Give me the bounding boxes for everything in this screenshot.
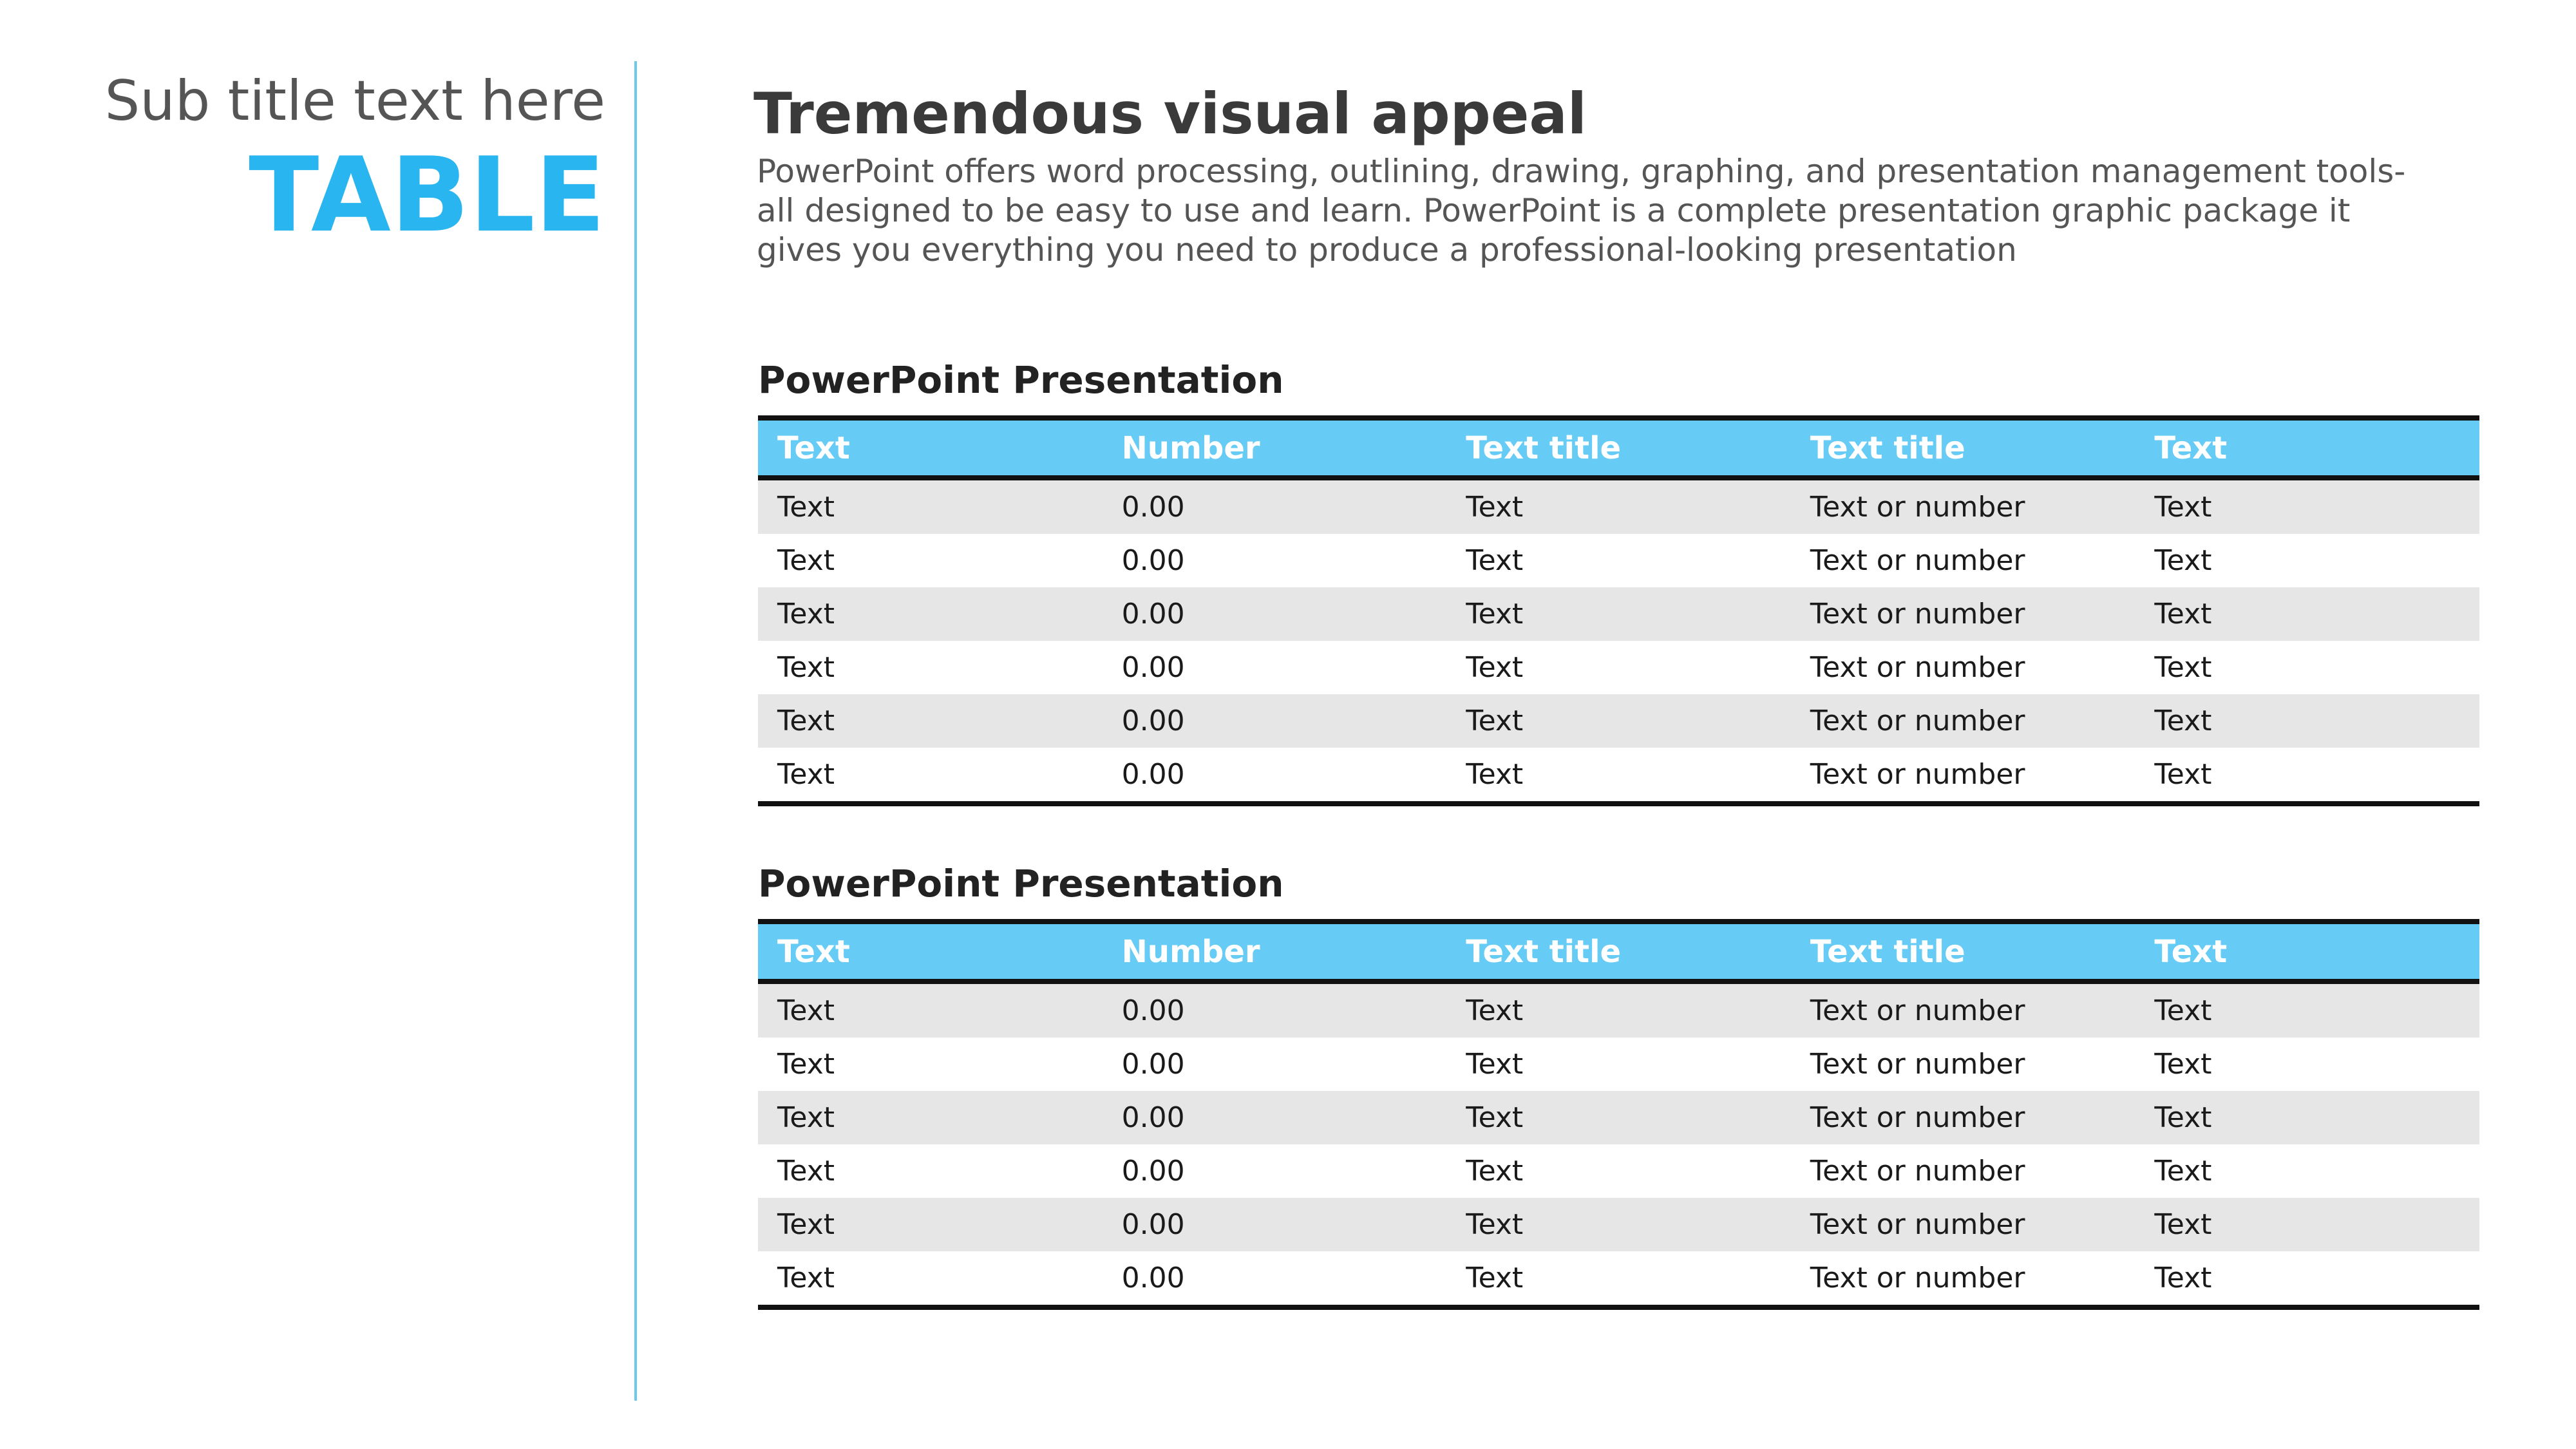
column-header: Text title [1466, 430, 1622, 466]
table-cell: Text or number [1810, 1262, 2025, 1294]
column-header: Text [777, 430, 850, 466]
table-cell: Text [2154, 544, 2212, 577]
table-cell: 0.00 [1121, 1262, 1185, 1294]
table-cell: Text or number [1810, 1101, 2025, 1134]
table-cell: Text or number [1810, 994, 2025, 1027]
data-table [758, 919, 2479, 1310]
table-header-row [758, 922, 2479, 981]
table-cell: Text [1466, 994, 1524, 1027]
content-description: PowerPoint offers word processing, outlining, drawing, graphing, and presentation management tools- all designed to be easy to use and learn. PowerPoint is a complete presentation graphic package it gives you everything you need to produce a professional-looking presentation [757, 153, 2406, 269]
table-cell: Text [1466, 544, 1524, 577]
table-cell: Text [777, 544, 835, 577]
table-cell: Text [2154, 598, 2212, 630]
table-cell: 0.00 [1121, 598, 1185, 630]
table-cell: 0.00 [1121, 1208, 1185, 1241]
column-header: Text title [1466, 933, 1622, 970]
table-cell: Text or number [1810, 705, 2025, 737]
table-cell: Text or number [1810, 1048, 2025, 1081]
table-cell: Text [777, 994, 835, 1027]
table-row [758, 1037, 2479, 1091]
table-header-row [758, 418, 2479, 478]
table-row [758, 641, 2479, 694]
table-cell: Text [2154, 994, 2212, 1027]
table-cell: 0.00 [1121, 758, 1185, 791]
table-cell: 0.00 [1121, 1155, 1185, 1188]
table-cell: 0.00 [1121, 994, 1185, 1027]
table-cell: Text or number [1810, 1208, 2025, 1241]
column-header: Text title [1810, 933, 1965, 970]
table-cell: Text [777, 598, 835, 630]
table-cell: Text or number [1810, 651, 2025, 684]
table-cell: Text [777, 651, 835, 684]
table-cell: Text [2154, 1155, 2212, 1188]
table-cell: Text [1466, 1155, 1524, 1188]
table-cell: 0.00 [1121, 491, 1185, 524]
table-cell: Text [777, 758, 835, 791]
table-cell: Text [777, 705, 835, 737]
table-row [758, 694, 2479, 748]
column-header: Text [2154, 933, 2228, 970]
table-row [758, 1251, 2479, 1307]
table-cell: Text [1466, 1048, 1524, 1081]
table-cell: Text [1466, 491, 1524, 524]
table-cell: Text [1466, 1262, 1524, 1294]
table-cell: Text [777, 1155, 835, 1188]
table-cell: Text [2154, 1262, 2212, 1294]
table-cell: Text [777, 1048, 835, 1081]
table-row [758, 1198, 2479, 1251]
table-row [758, 1144, 2479, 1198]
column-header: Text [777, 933, 850, 970]
table-row [758, 534, 2479, 587]
column-header: Number [1121, 430, 1260, 466]
table-cell: Text [1466, 598, 1524, 630]
table-cell: Text [777, 491, 835, 524]
table-block-1 [758, 354, 2479, 806]
table-cell: Text [1466, 651, 1524, 684]
column-header: Text title [1810, 430, 1965, 466]
table-row [758, 981, 2479, 1037]
table-cell: 0.00 [1121, 1048, 1185, 1081]
slide-subtitle: Sub title text here [104, 69, 605, 133]
table-cell: Text [2154, 1048, 2212, 1081]
table-cell: Text [1466, 705, 1524, 737]
vertical-divider [634, 61, 637, 1401]
table-cell: Text [2154, 758, 2212, 791]
table-cell: Text [2154, 1101, 2212, 1134]
table-row [758, 587, 2479, 641]
table-row [758, 1091, 2479, 1144]
table-cell: Text [2154, 705, 2212, 737]
table-cell: Text [1466, 758, 1524, 791]
table-cell: 0.00 [1121, 705, 1185, 737]
table-row [758, 478, 2479, 534]
table-cell: Text [1466, 1208, 1524, 1241]
table-cell: Text or number [1810, 544, 2025, 577]
title-block [104, 69, 605, 255]
table-cell: Text [2154, 1208, 2212, 1241]
data-table [758, 415, 2479, 806]
table-caption: PowerPoint Presentation [758, 358, 1284, 402]
table-cell: 0.00 [1121, 1101, 1185, 1134]
column-header: Number [1121, 933, 1260, 970]
table-cell: Text [2154, 651, 2212, 684]
table-cell: Text or number [1810, 598, 2025, 630]
table-cell: Text [777, 1101, 835, 1134]
table-cell: Text or number [1810, 1155, 2025, 1188]
table-cell: 0.00 [1121, 651, 1185, 684]
table-cell: 0.00 [1121, 544, 1185, 577]
table-cell: Text [777, 1208, 835, 1241]
content-heading: Tremendous visual appeal [753, 80, 1587, 147]
table-cell: Text or number [1810, 758, 2025, 791]
table-row [758, 748, 2479, 804]
table-cell: Text [1466, 1101, 1524, 1134]
slide-title: TABLE [249, 134, 605, 255]
table-cell: Text or number [1810, 491, 2025, 524]
table-block-2 [758, 858, 2479, 1310]
column-header: Text [2154, 430, 2228, 466]
table-cell: Text [777, 1262, 835, 1294]
table-caption: PowerPoint Presentation [758, 862, 1284, 905]
table-cell: Text [2154, 491, 2212, 524]
